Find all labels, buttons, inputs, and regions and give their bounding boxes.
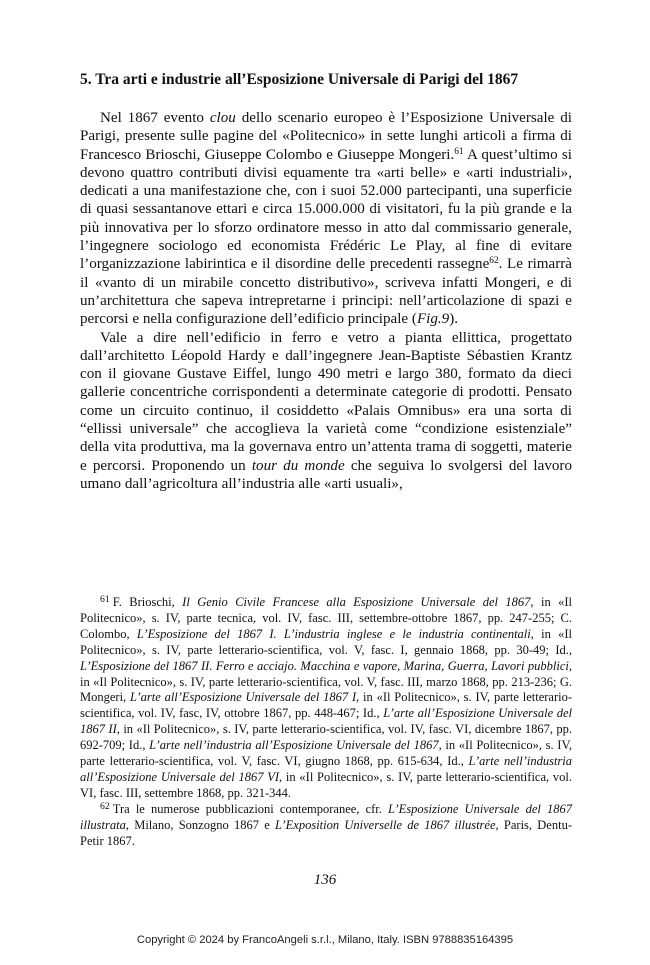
text-run: . Le rimarrà il «vanto di un mirabile concetto distributivo», scriveva infatti Mongeri, e di un’architettura che sapeva intrepretarne i principi: nell’articolazione di spazi e percorsi e nella configurazione dell’edificio principale ( <box>80 256 572 328</box>
paragraph <box>80 329 572 494</box>
citation-title: L’arte all’Esposizione Universale del 1867 II <box>80 706 572 737</box>
footnote-number: 61 <box>100 594 110 606</box>
text-run: ). <box>449 311 459 328</box>
footnote-62 <box>80 802 572 850</box>
text-run: Tra le numerose pubblicazioni contemporanee, cfr. <box>112 801 389 816</box>
text-run: F. Brioschi, <box>112 595 183 609</box>
italic-term: clou <box>209 110 236 126</box>
figure-ref: Fig.9 <box>416 311 450 328</box>
citation-title: L’Exposition Universelle de 1867 illustrée <box>275 817 496 832</box>
text-run: Nel 1867 evento <box>100 110 210 126</box>
text-run: Vale a dire nell’edificio in ferro e vetro a pianta ellittica, progettato dall’architetto Léopold Hardy e dall’ingegnere Jean-Baptiste Sébastien Krantz con il giovane Gustave Eiffel, lungo 490 metri e largo 380, formato da dieci gallerie concentriche corrispondenti a determinate categorie di prodotti. Pensato come un circuito continuo, il cosiddetto «Palais Omnibus» era una sorta di “ellissi universale” che accoglieva la varietà come “condizione esistenziale” della vita produttiva, ma la governava entro un’attenta trama di soggetti, materie e percorsi. Proponendo un <box>80 329 572 474</box>
text-run: , in «Il Politecnico», s. IV, parte tecnica, vol. IV, fasc. III, settembre-ottobre 1867, pp. 247-255; C. Colombo, <box>80 595 573 641</box>
citation-title: L’arte nell’industria all’Esposizione Universale del 1867 <box>149 738 439 753</box>
text-run: , in «Il Politecnico», s. IV, parte letterario-scientifica, vol. V, fasc. III, marzo 1868, pp. 213-236; G. Mongeri, <box>80 658 572 705</box>
text-run: , in «Il Politecnico», s. IV, parte letterario-scientifica, vol. IV, fasc, IV, ottobre 1867, pp. 448-467; Id., <box>80 690 572 721</box>
citation-title: L’arte nell’industria all’Esposizione Universale del 1867 VI <box>80 754 573 784</box>
text-run: , Milano, Sonzogno 1867 e <box>125 817 276 832</box>
footnote-ref-61[interactable]: 61 <box>454 146 464 157</box>
footnote-number: 62 <box>100 800 110 812</box>
text-run: A quest’ultimo si devono quattro contributi divisi equamente tra «arti belle» e «arti industriali», dedicati a una manifestazione che, con i suoi 52.000 partecipanti, una superficie di quasi sessantanove ettari e circa 15.000.000 di visitatori, fu la più grande e la più innovativa per lo sforzo ordinatore messo in atto dal commissario generale, l’ingegnere sociologo ed economista Frédéric Le Play, al fine di evitare l’organizzazione labirintica e il disordine delle precedenti rassegne <box>80 146 572 273</box>
text-run: , Paris, Dentu-Petir 1867. <box>80 817 572 848</box>
text-run: dello scenario europeo è l’Esposizione Universale di Parigi, presente sulle pagine del «Politecnico» in sette lunghi articoli a firma di Francesco Brioschi, Giuseppe Colombo e Giuseppe Mongeri. <box>80 110 572 163</box>
body-text <box>80 109 572 493</box>
text-run: , in «Il Politecnico», s. IV, parte letterario-scientifica, vol. VI, fasc. III, settembre 1868, pp. 321-344. <box>80 769 572 800</box>
text-run: che seguiva lo svolgersi del lavoro umano dall’agricoltura all’industria alle «arti usuali», <box>80 457 572 492</box>
italic-term: tour du monde <box>251 457 345 474</box>
citation-title: L’arte all’Esposizione Universale del 1867 I <box>129 690 357 705</box>
copyright-notice: Copyright © 2024 by FrancoAngeli s.r.l., Milano, Italy. ISBN 9788835164395 <box>136 934 514 946</box>
paragraph <box>80 109 572 329</box>
citation-title: Il Genio Civile Francese alla Esposizione Universale del 1867 <box>182 595 531 609</box>
citation-title: L’Esposizione del 1867 II. Ferro e acciajo. Macchina e vapore, Marina, Guerra, Lavori pubblici <box>80 658 569 673</box>
text-run: , in «Il Politecnico», s. IV, parte letterario-scientifica, vol. V, fasc. VI, giugno 1868, pp. 615-634, Id., <box>80 738 572 769</box>
footnote-ref-62[interactable]: 62 <box>489 256 499 267</box>
citation-title: L’Esposizione Universale del 1867 illustrata <box>80 801 572 832</box>
section-heading: 5. Tra arti e industrie all’Esposizione Universale di Parigi del 1867 <box>80 71 519 88</box>
text-run: , in «Il Politecnico», s. IV, parte letterario-scientifica, vol. V, fasc. I, gennaio 1868, pp. 30-49; Id., <box>80 626 572 657</box>
citation-title: L’Esposizione del 1867 I. L’industria inglese e le industria continentali <box>136 626 531 641</box>
footnote-61 <box>80 595 572 802</box>
footnotes <box>80 595 572 850</box>
text-run: , in «Il Politecnico», s. IV, parte letterario-scientifica, vol. IV, fasc. VI, dicembre 1867, pp. 692-709; Id., <box>80 722 573 753</box>
page-number: 136 <box>313 872 337 888</box>
